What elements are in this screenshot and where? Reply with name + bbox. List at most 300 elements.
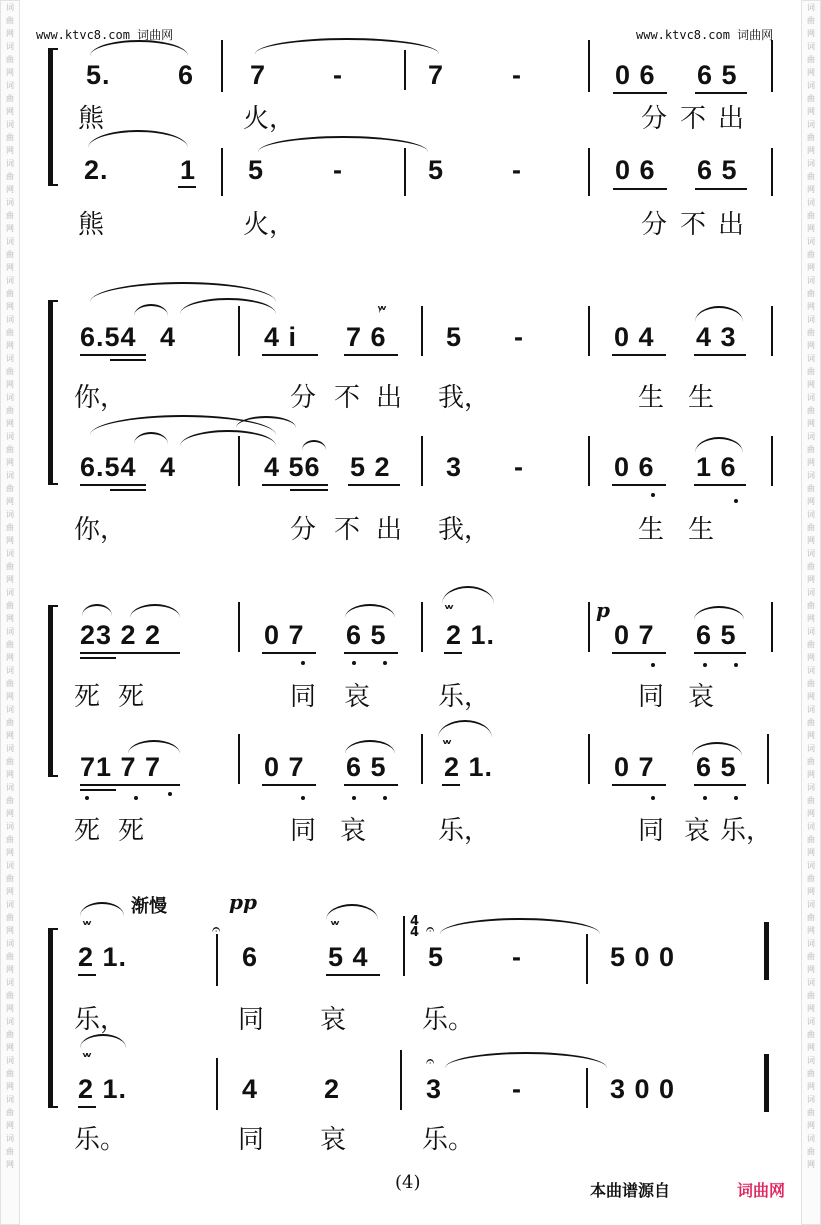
- watermark-char: 曲: [6, 1147, 14, 1156]
- watermark-char: 曲: [807, 55, 815, 64]
- barline: [771, 148, 773, 196]
- watermark-char: 曲: [807, 796, 815, 805]
- lyric: 不: [334, 383, 361, 413]
- tie: [440, 918, 600, 934]
- note: 4 56: [264, 452, 321, 482]
- lyric: 乐，: [74, 1005, 127, 1035]
- watermark-char: 曲: [807, 523, 815, 532]
- watermark-char: 网: [807, 224, 815, 233]
- watermark-char: 网: [6, 497, 14, 506]
- octave-dot: [134, 796, 138, 800]
- watermark-char: 网: [807, 341, 815, 350]
- watermark-char: 词: [807, 705, 815, 714]
- watermark-char: 网: [6, 536, 14, 545]
- note: 5 4: [328, 942, 369, 972]
- barline: [771, 436, 773, 486]
- slur: [302, 440, 326, 450]
- watermark-char: 曲: [6, 16, 14, 25]
- watermark-char: 曲: [807, 1108, 815, 1117]
- lyric: 同: [290, 816, 317, 846]
- note: -: [333, 60, 343, 90]
- watermark-char: 词: [807, 1017, 815, 1026]
- watermark-char: 曲: [807, 601, 815, 610]
- octave-dot: [301, 661, 305, 665]
- watermark-char: 网: [807, 887, 815, 896]
- lyric: 同: [238, 1125, 265, 1155]
- watermark-char: 词: [807, 432, 815, 441]
- meter-top: 4: [410, 914, 420, 929]
- underline: [442, 784, 460, 786]
- underline: [80, 789, 116, 791]
- watermark-char: 网: [807, 926, 815, 935]
- watermark-char: 网: [6, 575, 14, 584]
- watermark-char: 曲: [807, 1030, 815, 1039]
- lyric: 我，: [438, 383, 491, 413]
- octave-dot: [383, 796, 387, 800]
- mordent-mark: ᵥᵥ: [82, 1046, 90, 1061]
- watermark-char: 曲: [807, 16, 815, 25]
- watermark-char: 词: [807, 393, 815, 402]
- watermark-char: 词: [6, 861, 14, 870]
- watermark-char: 网: [807, 575, 815, 584]
- slur: [695, 306, 743, 322]
- note: 5: [428, 155, 445, 185]
- note: 2: [324, 1074, 341, 1104]
- underline: [694, 784, 746, 786]
- watermark-char: 网: [6, 146, 14, 155]
- watermark-char: 词: [807, 81, 815, 90]
- underline: [613, 92, 667, 94]
- note: 4 3: [696, 322, 737, 352]
- underline: [694, 484, 746, 486]
- watermark-char: 曲: [6, 757, 14, 766]
- barline: [588, 602, 590, 652]
- watermark-char: 网: [6, 107, 14, 116]
- underline: [344, 784, 398, 786]
- tempo-mark: 渐慢: [131, 896, 167, 917]
- header-site: 词曲网: [737, 28, 774, 42]
- watermark-char: 词: [6, 315, 14, 324]
- watermark-char: 词: [6, 354, 14, 363]
- underline: [80, 657, 116, 659]
- watermark-char: 曲: [6, 952, 14, 961]
- watermark-char: 网: [6, 380, 14, 389]
- watermark-char: 网: [807, 263, 815, 272]
- mordent-mark: ᷊ᵥᵥ: [380, 299, 385, 314]
- lyric: 出: [718, 104, 745, 134]
- underline: [612, 784, 666, 786]
- watermark-char: 词: [807, 471, 815, 480]
- watermark-char: 曲: [807, 562, 815, 571]
- watermark-char: 词: [807, 1095, 815, 1104]
- watermark-char: 曲: [6, 679, 14, 688]
- watermark-char: 网: [6, 926, 14, 935]
- lyric: 分: [641, 104, 668, 134]
- watermark-char: 曲: [6, 913, 14, 922]
- slur: [82, 604, 112, 616]
- watermark-char: 曲: [6, 445, 14, 454]
- watermark-char: 网: [6, 770, 14, 779]
- watermark-char: 词: [6, 432, 14, 441]
- system-bracket: [48, 605, 53, 777]
- watermark-char: 曲: [6, 133, 14, 142]
- mordent-mark: ᵥᵥ: [82, 914, 90, 929]
- barline: [403, 916, 405, 976]
- barline: [588, 306, 590, 356]
- octave-dot: [383, 661, 387, 665]
- barline: [586, 934, 588, 984]
- page-number: (4): [395, 1172, 421, 1193]
- watermark-char: 词: [807, 42, 815, 51]
- note: 7: [250, 60, 267, 90]
- watermark-char: 曲: [807, 1069, 815, 1078]
- barline: [216, 1058, 218, 1110]
- watermark-char: 曲: [6, 94, 14, 103]
- watermark-char: 网: [6, 1082, 14, 1091]
- watermark-char: 网: [6, 302, 14, 311]
- barline: [404, 148, 406, 196]
- note: 5: [446, 322, 463, 352]
- lyric: 你，: [74, 515, 127, 545]
- note: 5 2: [350, 452, 391, 482]
- barline: [588, 734, 590, 784]
- watermark-char: 曲: [6, 1030, 14, 1039]
- watermark-char: 词: [6, 1017, 14, 1026]
- watermark-char: 曲: [807, 94, 815, 103]
- watermark-char: 词: [807, 3, 815, 12]
- watermark-char: 词: [6, 1095, 14, 1104]
- watermark-char: 词: [807, 237, 815, 246]
- watermark-char: 词: [6, 1134, 14, 1143]
- watermark-char: 词: [6, 978, 14, 987]
- lyric: 不: [680, 104, 707, 134]
- lyric: 你，: [74, 383, 127, 413]
- octave-dot: [85, 796, 89, 800]
- underline: [612, 354, 666, 356]
- slur: [695, 437, 743, 453]
- final-barline: [764, 1054, 769, 1112]
- watermark-char: 曲: [6, 55, 14, 64]
- note: 5: [428, 942, 445, 972]
- lyric: 不: [334, 515, 361, 545]
- bracket-tip: [50, 48, 58, 50]
- mordent-mark: ᵥᵥ: [444, 598, 452, 613]
- watermark-char: 曲: [807, 250, 815, 259]
- note: 3 0 0: [610, 1074, 676, 1104]
- underline: [110, 359, 146, 361]
- underline: [262, 652, 316, 654]
- barline: [421, 602, 423, 652]
- underline: [344, 652, 398, 654]
- lyric: 生: [688, 515, 715, 545]
- note: 0 7: [264, 620, 305, 650]
- watermark-char: 词: [6, 510, 14, 519]
- lyric: 熊: [78, 104, 105, 134]
- barline: [771, 40, 773, 92]
- watermark-char: 词: [807, 627, 815, 636]
- underline: [80, 652, 180, 654]
- system-bracket: [48, 48, 53, 186]
- slur: [345, 604, 395, 618]
- tie: [255, 38, 439, 54]
- note: -: [512, 942, 522, 972]
- watermark-char: 曲: [6, 1069, 14, 1078]
- note: 6.54: [80, 322, 137, 352]
- watermark-char: 词: [807, 900, 815, 909]
- underline: [80, 354, 146, 356]
- watermark-char: 网: [6, 341, 14, 350]
- header-site: 词曲网: [137, 28, 174, 42]
- underline: [262, 354, 318, 356]
- watermark-char: 词: [6, 822, 14, 831]
- note: -: [514, 452, 524, 482]
- octave-dot: [734, 796, 738, 800]
- lyric: 死: [118, 816, 145, 846]
- fermata-icon: 𝄐: [426, 920, 435, 938]
- note: 6 5: [346, 620, 387, 650]
- watermark-char: 网: [6, 419, 14, 428]
- octave-dot: [651, 796, 655, 800]
- watermark-char: 网: [807, 965, 815, 974]
- note: 0 6: [615, 60, 656, 90]
- octave-dot: [651, 663, 655, 667]
- system-bracket: [48, 928, 53, 1108]
- barline: [238, 602, 240, 652]
- dynamic-mark: p: [596, 598, 610, 622]
- watermark-char: 曲: [6, 835, 14, 844]
- lyric: 死: [74, 682, 101, 712]
- lyric: 出: [376, 515, 403, 545]
- watermark-char: 词: [807, 783, 815, 792]
- watermark-char: 曲: [807, 406, 815, 415]
- watermark-char: 网: [807, 770, 815, 779]
- watermark-char: 词: [6, 237, 14, 246]
- watermark-char: 词: [807, 666, 815, 675]
- watermark-char: 网: [807, 497, 815, 506]
- barline: [588, 40, 590, 92]
- watermark-char: 词: [6, 705, 14, 714]
- bracket-tip: [50, 605, 58, 607]
- watermark-char: 曲: [6, 172, 14, 181]
- note: -: [512, 155, 522, 185]
- watermark-char: 网: [6, 1004, 14, 1013]
- watermark-char: 曲: [6, 523, 14, 532]
- bracket-tip: [50, 928, 58, 930]
- watermark-char: 词: [807, 1134, 815, 1143]
- underline: [262, 784, 316, 786]
- note: 1: [180, 155, 197, 185]
- underline: [695, 188, 747, 190]
- note: 6 5: [697, 155, 738, 185]
- watermark-char: 曲: [807, 913, 815, 922]
- watermark-char: 曲: [807, 445, 815, 454]
- note: 5: [248, 155, 265, 185]
- lyric: 生: [688, 383, 715, 413]
- watermark-char: 网: [6, 809, 14, 818]
- note: 6.54: [80, 452, 137, 482]
- bracket-tip: [50, 300, 58, 302]
- watermark-char: 词: [6, 783, 14, 792]
- watermark-char: 词: [6, 198, 14, 207]
- watermark-char: 网: [6, 29, 14, 38]
- note: -: [512, 1074, 522, 1104]
- note: 6 5: [697, 60, 738, 90]
- watermark-char: 曲: [807, 679, 815, 688]
- lyric: 乐，: [720, 816, 773, 846]
- note: 5.: [86, 60, 111, 90]
- underline: [694, 652, 746, 654]
- lyric: 不: [680, 210, 707, 240]
- watermark-char: 词: [807, 1056, 815, 1065]
- barline: [421, 306, 423, 356]
- watermark-char: 曲: [807, 484, 815, 493]
- lyric: 哀: [688, 682, 715, 712]
- lyric: 乐。: [422, 1125, 475, 1155]
- watermark-char: 网: [807, 29, 815, 38]
- watermark-char: 网: [807, 1082, 815, 1091]
- note: 6 5: [696, 620, 737, 650]
- watermark-char: 词: [6, 744, 14, 753]
- note: 4 i: [264, 322, 298, 352]
- watermark-char: 词: [6, 471, 14, 480]
- underline: [612, 652, 666, 654]
- octave-dot: [703, 663, 707, 667]
- bracket-tip: [50, 184, 58, 186]
- barline: [771, 306, 773, 356]
- watermark-char: 网: [807, 185, 815, 194]
- lyric: 哀: [320, 1005, 347, 1035]
- watermark-char: 网: [807, 302, 815, 311]
- octave-dot: [352, 661, 356, 665]
- note: 6 5: [346, 752, 387, 782]
- barline: [404, 50, 406, 90]
- watermark-char: 曲: [807, 640, 815, 649]
- underline: [290, 489, 328, 491]
- underline: [262, 484, 328, 486]
- watermark-char: 曲: [6, 1108, 14, 1117]
- note: 0 4: [614, 322, 655, 352]
- watermark-char: 网: [807, 107, 815, 116]
- watermark-char: 词: [6, 666, 14, 675]
- watermark-char: 曲: [6, 562, 14, 571]
- watermark-char: 网: [807, 1160, 815, 1169]
- underline: [80, 484, 146, 486]
- octave-dot: [734, 663, 738, 667]
- watermark-char: 网: [6, 887, 14, 896]
- watermark-char: 曲: [807, 367, 815, 376]
- octave-dot: [651, 493, 655, 497]
- underline: [78, 1106, 96, 1108]
- watermark-char: 曲: [807, 718, 815, 727]
- watermark-char: 网: [6, 731, 14, 740]
- watermark-char: 曲: [6, 484, 14, 493]
- watermark-char: 网: [807, 458, 815, 467]
- watermark-char: 网: [6, 692, 14, 701]
- watermark-char: 网: [6, 653, 14, 662]
- watermark-char: 曲: [807, 211, 815, 220]
- note: 2 1.: [78, 1074, 128, 1104]
- watermark-char: 词: [6, 159, 14, 168]
- header-url: www.ktvc8.com: [636, 28, 730, 42]
- note: 5 0 0: [610, 942, 676, 972]
- watermark-char: 网: [6, 965, 14, 974]
- bracket-tip: [50, 1106, 58, 1108]
- watermark-char: 词: [6, 3, 14, 12]
- watermark-char: 词: [807, 276, 815, 285]
- mordent-mark: ᵥᵥ: [330, 914, 338, 929]
- barline: [221, 40, 223, 92]
- note: 4: [160, 452, 177, 482]
- watermark-char: 词: [6, 549, 14, 558]
- watermark-char: 曲: [6, 640, 14, 649]
- slur: [134, 304, 168, 316]
- note: -: [514, 322, 524, 352]
- meter-bottom: 4: [410, 925, 420, 940]
- note: 7: [428, 60, 445, 90]
- lyric: 出: [718, 210, 745, 240]
- underline: [348, 484, 400, 486]
- lyric: 哀: [320, 1125, 347, 1155]
- system-bracket: [48, 300, 53, 485]
- watermark-char: 曲: [6, 406, 14, 415]
- watermark-char: 曲: [807, 874, 815, 883]
- barline: [238, 306, 240, 356]
- barline: [400, 1050, 402, 1110]
- note: 6: [178, 60, 195, 90]
- watermark-char: 词: [807, 315, 815, 324]
- watermark-char: 词: [6, 42, 14, 51]
- watermark-char: 网: [6, 848, 14, 857]
- octave-dot: [301, 796, 305, 800]
- watermark-char: 网: [807, 146, 815, 155]
- lyric: 乐，: [438, 816, 491, 846]
- note: 6: [242, 942, 259, 972]
- lyric: 哀: [344, 682, 371, 712]
- lyric: 死: [118, 682, 145, 712]
- lyric: 分: [641, 210, 668, 240]
- watermark-char: 词: [807, 822, 815, 831]
- slur: [694, 606, 744, 620]
- underline: [80, 784, 180, 786]
- watermark-char: 网: [6, 185, 14, 194]
- watermark-char: 网: [6, 1043, 14, 1052]
- watermark-char: 曲: [6, 991, 14, 1000]
- lyric: 哀: [340, 816, 367, 846]
- watermark-char: 曲: [807, 172, 815, 181]
- lyric: 分: [290, 515, 317, 545]
- note: 1 6: [696, 452, 737, 482]
- watermark-char: 曲: [6, 796, 14, 805]
- underline: [78, 974, 96, 976]
- watermark-char: 曲: [6, 718, 14, 727]
- note: -: [512, 60, 522, 90]
- watermark-char: 词: [807, 120, 815, 129]
- watermark-char: 词: [6, 81, 14, 90]
- final-barline: [764, 922, 769, 980]
- watermark-char: 词: [807, 354, 815, 363]
- watermark-char: 网: [807, 848, 815, 857]
- watermark-char: 词: [807, 198, 815, 207]
- barline: [238, 734, 240, 784]
- watermark-char: 曲: [807, 835, 815, 844]
- watermark-char: 网: [6, 614, 14, 623]
- watermark-char: 网: [807, 653, 815, 662]
- lyric: 死: [74, 816, 101, 846]
- lyric: 同: [238, 1005, 265, 1035]
- octave-dot: [168, 792, 172, 796]
- watermark-char: 词: [807, 861, 815, 870]
- watermark-char: 曲: [6, 601, 14, 610]
